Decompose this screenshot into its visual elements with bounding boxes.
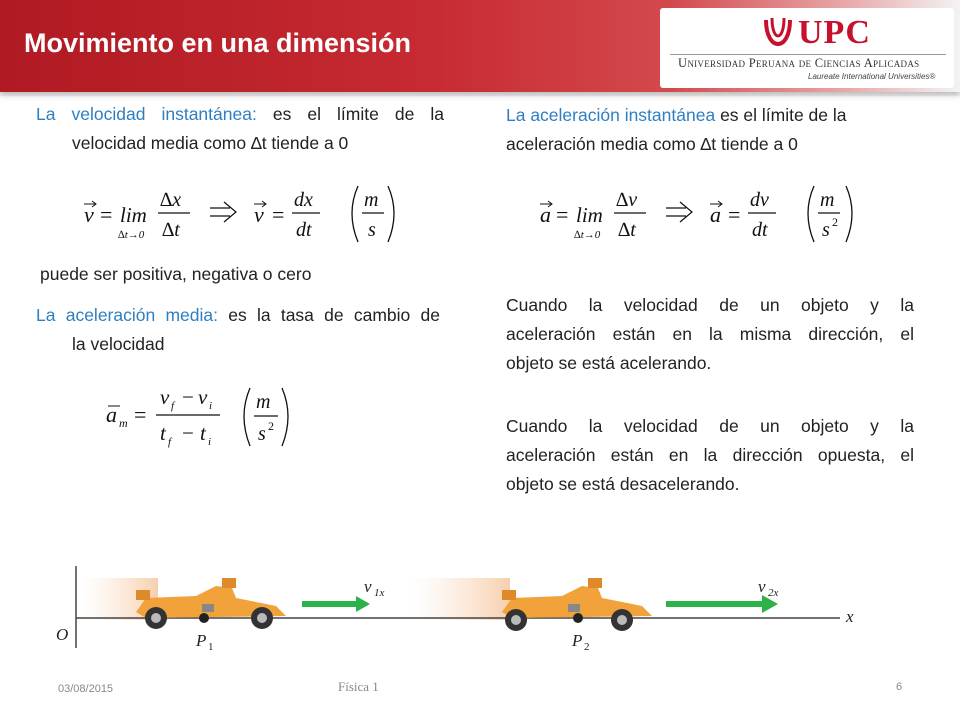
- left-p2: puede ser positiva, negativa o cero: [40, 264, 312, 284]
- svg-text:a: a: [106, 402, 117, 427]
- svg-text:∆t: ∆t: [162, 219, 180, 241]
- footer-page-number: 6: [896, 681, 903, 693]
- left-p3-line2: la velocidad: [72, 334, 165, 354]
- svg-text:m: m: [364, 189, 379, 211]
- svg-text:dv: dv: [750, 189, 769, 211]
- svg-text:m: m: [256, 391, 271, 413]
- svg-text:t: t: [160, 421, 166, 445]
- header: [0, 0, 960, 96]
- right-p3-line3: objeto se está desacelerando.: [506, 474, 740, 494]
- svg-text:f: f: [171, 400, 175, 412]
- right-p1-line2: aceleración media como ∆t tiende a 0: [506, 134, 798, 154]
- p2-sub-label: 2: [584, 641, 590, 653]
- page-title: Movimiento en una dimensión: [24, 28, 412, 58]
- aceleracion-media-label: La aceleración media:: [36, 305, 218, 325]
- svg-text:i: i: [209, 400, 213, 412]
- svg-text:s: s: [822, 219, 830, 241]
- right-p2-line3: objeto se está acelerando.: [506, 353, 712, 373]
- left-p1-line1: [36, 100, 444, 129]
- v2-label: v: [758, 577, 766, 596]
- velocity-arrow-1-icon: [302, 596, 370, 612]
- race-car-2-icon: [502, 578, 652, 631]
- point-p1-marker: [199, 613, 209, 623]
- svg-text:v: v: [84, 202, 94, 227]
- equation-average-acceleration: [102, 380, 312, 452]
- svg-text:dt: dt: [296, 219, 312, 241]
- footer-date: 03/08/2015: [58, 683, 114, 695]
- svg-text:∆t→0: ∆t→0: [118, 229, 145, 241]
- left-p3-rest: es la tasa de cambio de: [228, 305, 440, 325]
- logo-university-text: Universidad Peruana de Ciencias Aplicadas: [678, 56, 920, 70]
- svg-text:s: s: [258, 423, 266, 445]
- upc-emblem-icon: [760, 14, 796, 50]
- p2-label: P: [572, 631, 583, 650]
- left-p3-line1: [36, 301, 440, 330]
- right-p1-rest: es el límite de la: [720, 105, 847, 125]
- right-p1-line1: [506, 101, 926, 130]
- v1-label: v: [364, 577, 372, 596]
- svg-text:=: =: [100, 202, 113, 227]
- svg-text:lim: lim: [120, 203, 147, 227]
- svg-text:v: v: [254, 202, 264, 227]
- upc-logo: [660, 8, 954, 88]
- svg-text:a: a: [540, 202, 551, 227]
- svg-text:t: t: [200, 421, 206, 445]
- motion-trail-2: [410, 578, 510, 620]
- footer-course: Física 1: [338, 679, 379, 694]
- axis-x-label: x: [846, 607, 854, 626]
- svg-text:∆t: ∆t: [618, 219, 636, 241]
- svg-text:∆v: ∆v: [616, 189, 638, 211]
- right-p2-line2: aceleración están en la misma dirección, el: [506, 324, 914, 344]
- svg-text:v: v: [198, 385, 208, 409]
- right-p3-line1: Cuando la velocidad de un objeto y la: [506, 416, 914, 436]
- logo-laureate-text: Laureate International Universities®: [808, 72, 936, 81]
- right-p3-line2: aceleración están en la dirección opuesta, el: [506, 445, 914, 465]
- p1-label: P: [196, 631, 207, 650]
- svg-text:−: −: [182, 385, 194, 409]
- svg-text:∆t→0: ∆t→0: [574, 229, 601, 241]
- svg-text:a: a: [710, 202, 721, 227]
- svg-text:=: =: [272, 202, 285, 227]
- v1-sub-label: 1x: [374, 587, 385, 599]
- left-p1-line2: velocidad media como ∆t tiende a 0: [72, 133, 349, 153]
- svg-text:m: m: [119, 416, 128, 430]
- motion-figure: [40, 560, 920, 680]
- svg-text:=: =: [556, 202, 569, 227]
- race-car-1-icon: [136, 578, 286, 629]
- svg-text:2: 2: [832, 215, 838, 229]
- point-p2-marker: [573, 613, 583, 623]
- left-p1-rest: es el límite de la: [272, 104, 445, 124]
- logo-upc-text: UPC: [798, 14, 871, 51]
- logo-divider: [670, 54, 946, 55]
- svg-text:=: =: [134, 402, 147, 427]
- velocity-arrow-2-icon: [666, 595, 778, 613]
- svg-text:m: m: [820, 189, 835, 211]
- origin-label: O: [56, 625, 69, 644]
- equation-instantaneous-acceleration: [534, 180, 864, 248]
- svg-text:2: 2: [268, 419, 274, 433]
- svg-text:v: v: [160, 385, 170, 409]
- right-p2-line1: Cuando la velocidad de un objeto y la: [506, 295, 914, 315]
- svg-text:∆x: ∆x: [160, 189, 182, 211]
- svg-text:dt: dt: [752, 219, 768, 241]
- svg-text:−: −: [182, 421, 194, 445]
- svg-text:dx: dx: [294, 189, 313, 211]
- velocidad-instantanea-label: La velocidad instantánea:: [36, 104, 257, 124]
- svg-text:f: f: [168, 436, 172, 448]
- svg-text:i: i: [208, 436, 212, 448]
- v2-sub-label: 2x: [768, 587, 779, 599]
- aceleracion-instantanea-label: La aceleración instantánea: [506, 105, 716, 125]
- equation-instantaneous-velocity: [78, 180, 408, 248]
- svg-text:=: =: [728, 202, 741, 227]
- p1-sub-label: 1: [208, 641, 214, 653]
- svg-text:s: s: [368, 219, 376, 241]
- svg-text:lim: lim: [576, 203, 603, 227]
